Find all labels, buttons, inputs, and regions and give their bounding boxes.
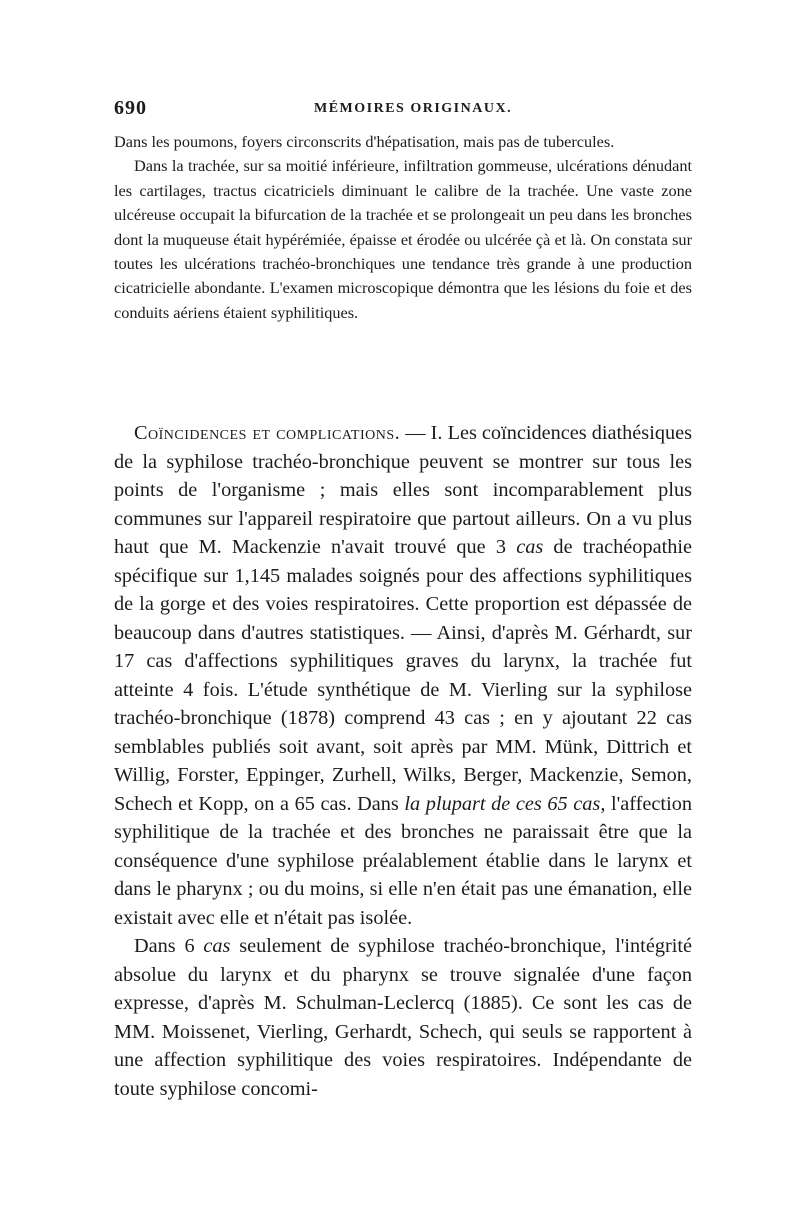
running-title: MÉMOIRES ORIGINAUX. [314, 101, 513, 116]
main-text [114, 419, 692, 1103]
paragraph-text: de trachéopathie spécifique sur 1,145 malades soignés pour des affections syphilitiques de la gorge et des voies respiratoires. Cette proportion est dépassée de beaucoup dans d'autres statistiques. — Ainsi, d'après M. Gérhardt, sur 17 cas d'affections syphilitiques graves du larynx, la trachée fut atteinte 4 fois. L'étude synthétique de M. Vierling sur la syphilose trachéo-bronchique (1878) comprend 43 cas ; en y ajoutant 22 cas semblables publiés soit avant, soit après par MM. Münk, Dittrich et Willig, Forster, Eppinger, Zurhell, Wilks, Berger, Mackenzie, Semon, Schech et Kopp, on a 65 cas. Dans [114, 536, 692, 815]
paragraph-coincidences [114, 419, 692, 932]
emphasis-text: cas [203, 935, 231, 957]
page-header [114, 97, 694, 125]
paragraph-text: Dans 6 [134, 935, 204, 957]
paragraph-six-cases [114, 932, 692, 1103]
emphasis-text: la plupart de ces 65 cas, [404, 792, 606, 815]
page-number: 690 [114, 97, 147, 119]
section-heading: Coïncidences et complications. [134, 422, 401, 444]
case-notes [114, 130, 692, 325]
paragraph-text: l'affection syphilitique de la trachée et des bronches ne paraissait être que la conséquence d'une syphilose préalablement établie dans le larynx et dans le pharynx ; ou du moins, si elle n'en était pas une émanation, elle existait avec elle et n'était pas isolée. [114, 792, 692, 929]
emphasis-text: cas [516, 536, 544, 558]
case-paragraph-trachea: Dans la trachée, sur sa moitié inférieure, infiltration gommeuse, ulcérations dénudant les cartilages, tractus cicatriciels diminuant le calibre de la trachée. Une vaste zone ulcéreuse occupait la bifurcation de la trachée et se prolongeait un peu dans les bronches dont la muqueuse était hypérémiée, épaisse et érodée ou ulcérée çà et là. On constata sur toutes les ulcérations trachéo-bronchiques une tendance très grande à une production cicatricielle abondante. L'examen microscopique démontra que les lésions du foie et des conduits aériens étaient syphilitiques. [114, 156, 692, 322]
paragraph-text: — I. Les coïncidences diathésiques de la syphilose trachéo-bronchique peuvent se montrer sur tous les points de l'organisme ; mais elles sont incomparablement plus communes sur l'appareil respiratoire que partout ailleurs. On a vu plus haut que M. Mackenzie n'avait trouvé que 3 [114, 422, 693, 558]
paragraph-text: seulement de syphilose trachéo-bronchique, l'intégrité absolue du larynx et du pharynx se trouve signalée d'une façon expresse, d'après M. Schulman-Leclercq (1885). Ce sont les cas de MM. Moissenet, Vierling, Gerhardt, Schech, qui seuls se rapportent à une affection syphilitique des voies respiratoires. Indépendante de toute syphilose concomi- [114, 935, 692, 1100]
case-paragraph-lungs: Dans les poumons, foyers circonscrits d'hépatisation, mais pas de tubercules. [114, 132, 615, 151]
